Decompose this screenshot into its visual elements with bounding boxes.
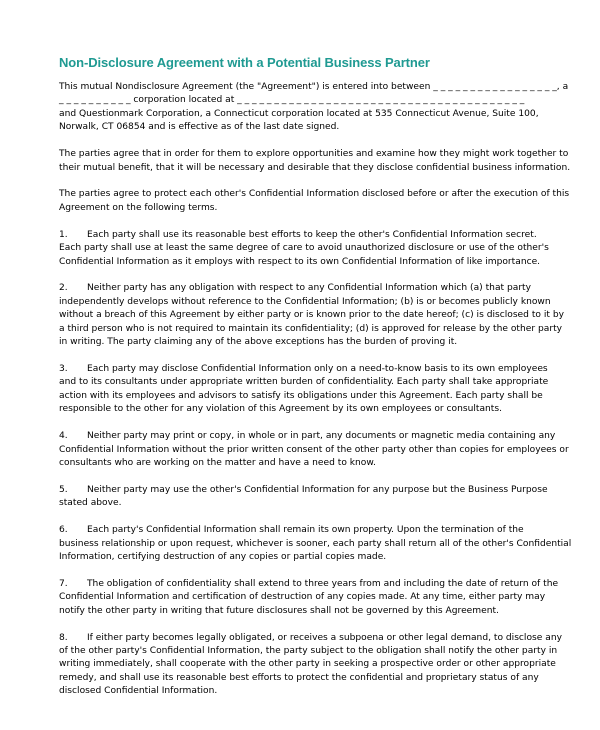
clause-paragraph [59,578,574,618]
text-line: Confidential Information as it employs with respect to its own Confidential Information of like importance. [59,256,541,267]
text-line: business relationship or upon request, whichever is sooner, each party shall return all of the other's Confidential [59,538,572,549]
text-line: disclosed Confidential Information. [59,686,218,697]
text-line: in writing. The party claiming any of the above exceptions has the burden of proving it. [59,337,458,348]
text-line: and Questionmark Corporation, a Connecticut corporation located at 535 Connecticut Avenue, Suite 100, [59,108,539,119]
clause-number: 4. [59,431,68,442]
text-line: notify the other party in writing that future disclosures shall not be governed by this Agreement. [59,605,499,616]
text-line: action with its employees and advisors to satisfy its obligations under this Agreement. Each party shall be [59,390,543,401]
clause-number: 6. [59,525,68,536]
text-line: Information, certifying destruction of any copies or partial copies made. [59,551,387,562]
intro-paragraph [59,188,574,215]
text-line: Confidential Information and certification of destruction of any copies made. At any time, either party may [59,592,546,603]
text-line [59,229,574,242]
clause-number: 7. [59,578,68,589]
clause-number: 8. [59,632,68,643]
clause-text: The obligation of confidentiality shall extend to three years from and including the date of return of the [87,578,559,589]
text-line: stated above. [59,498,122,509]
text-line [59,430,574,443]
clause-paragraph [59,363,574,417]
text-line [59,484,574,497]
text-line: Each party shall use at least the same degree of care to avoid unauthorized disclosure or use of the other's [59,243,549,254]
text-line: and to its consultants under appropriate written burden of confidentiality. Each party shall take appropriate [59,377,549,388]
clause-text: Neither party may use the other's Confidential Information for any purpose but the Business Purpose [87,484,548,495]
text-line: _ _ _ _ _ _ _ _ _ _ corporation located at _ _ _ _ _ _ _ _ _ _ _ _ _ _ _ _ _ _ _ _ _ _ _ _ _ _ _ _ _ _ _ _ _ _ _ _ _ _ _ [59,95,525,106]
text-line: The parties agree that in order for them to explore opportunities and examine how they might work together to [59,149,569,160]
clause-paragraph [59,430,574,470]
clause-number: 3. [59,364,68,374]
clause-paragraph [59,524,574,564]
document-title: Non-Disclosure Agreement with a Potential Business Partner [59,55,430,70]
clause-text: Neither party has any obligation with respect to any Confidential Information which (a) that party [87,283,531,294]
text-line: remedy, and shall use its reasonable best efforts to protect the confidential and proprietary status of any [59,672,539,683]
clause-paragraph [59,484,574,511]
clause-text: Each party's Confidential Information shall remain its own property. Upon the termination of the [87,525,524,536]
clause-paragraph [59,632,574,699]
text-line [59,578,574,591]
clause-text: Each party shall use its reasonable best efforts to keep the other's Confidential Information secret. [87,229,537,240]
document-body [59,81,574,712]
text-line: The parties agree to protect each other's Confidential Information disclosed before or after the execution of this [59,189,570,200]
text-line [59,363,574,376]
text-line: of the other party's Confidential Information, the party subject to the obligation shall notify the other party in [59,646,558,656]
text-line: a third person who is not required to maintain its confidentiality; (d) is approved for release by the other party [59,323,563,334]
intro-paragraph [59,148,574,175]
clause-number: 5. [59,484,68,495]
text-line: writing immediately, shall cooperate with the other party in seeking a prospective order or other appropriate [59,659,556,670]
text-line: Agreement on the following terms. [59,202,218,213]
text-line [59,282,574,295]
text-line: independently develops without reference to the Confidential Information; (b) is or becomes publicly known [59,296,551,307]
clause-text: Neither party may print or copy, in whole or in part, any documents or magnetic media containing any [87,431,556,442]
clause-number: 1. [59,229,68,240]
text-line: their mutual benefit, that it will be necessary and desirable that they disclose confidential business information. [59,162,571,173]
clause-text: If either party becomes legally obligated, or receives a subpoena or other legal demand, to disclose any [87,632,562,643]
text-line: without a breach of this Agreement by either party or is known prior to the date hereof; (c) is disclosed to it by [59,310,564,321]
clause-paragraph [59,229,574,269]
text-line [59,524,574,537]
intro-paragraph [59,81,574,135]
text-line: Confidential Information without the prior written consent of the other party other than copies for employees or [59,444,569,455]
clause-number: 2. [59,283,68,294]
text-line: This mutual Nondisclosure Agreement (the "Agreement") is entered into between _ _ _ _ _ _ _ _ _ _ _ _ _ _ _ _ _, a [59,82,569,92]
clause-text: Each party may disclose Confidential Information only on a need-to-know basis to its own employees [87,364,548,374]
text-line [59,632,574,645]
text-line: consultants who are working on the matter and have a need to know. [59,457,376,468]
text-line: Norwalk, CT 06854 and is effective as of the last date signed. [59,122,340,133]
text-line: responsible to the other for any violation of this Agreement by its own employees or consultants. [59,404,502,415]
clause-paragraph [59,282,574,349]
